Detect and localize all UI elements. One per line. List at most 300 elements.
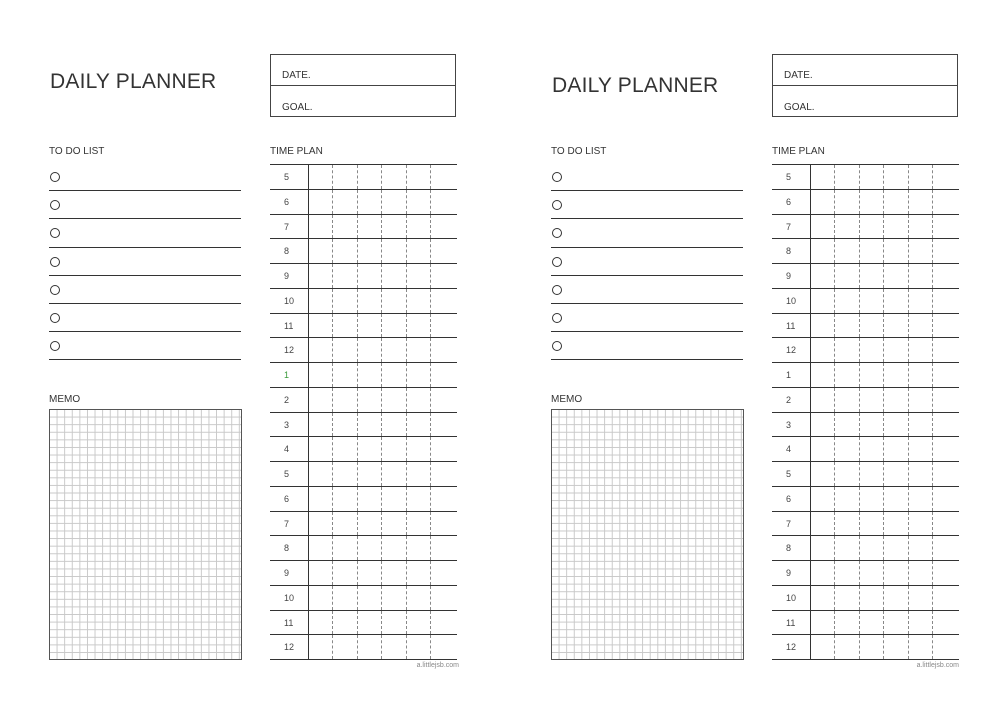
- quarter-dash-line: [381, 338, 382, 362]
- quarter-dash-line: [859, 536, 860, 560]
- goal-label: GOAL.: [784, 102, 815, 113]
- hour-label: 11: [786, 617, 796, 628]
- quarter-dash-line: [430, 611, 431, 635]
- time-row[interactable]: [270, 165, 457, 190]
- hour-divider: [308, 215, 309, 239]
- checkbox-circle-icon[interactable]: [50, 200, 60, 210]
- hour-label: 10: [284, 295, 295, 306]
- time-row[interactable]: [270, 462, 457, 487]
- quarter-dash-line: [357, 487, 358, 511]
- hour-divider: [810, 165, 811, 189]
- hour-label: 12: [284, 345, 295, 356]
- hour-divider: [308, 635, 309, 659]
- quarter-dash-line: [908, 215, 909, 239]
- hour-divider: [810, 536, 811, 560]
- memo-label: MEMO: [551, 394, 583, 405]
- time-row[interactable]: [772, 289, 959, 314]
- quarter-dash-line: [430, 512, 431, 536]
- quarter-dash-line: [357, 363, 358, 387]
- quarter-dash-line: [932, 363, 933, 387]
- quarter-dash-line: [332, 388, 333, 412]
- quarter-dash-line: [381, 363, 382, 387]
- quarter-dash-line: [406, 363, 407, 387]
- hour-divider: [308, 363, 309, 387]
- quarter-dash-line: [908, 611, 909, 635]
- quarter-dash-line: [834, 561, 835, 585]
- quarter-dash-line: [406, 165, 407, 189]
- todo-item[interactable]: [551, 304, 743, 332]
- quarter-dash-line: [908, 314, 909, 338]
- quarter-dash-line: [883, 437, 884, 461]
- date-field[interactable]: [271, 55, 455, 86]
- quarter-dash-line: [908, 264, 909, 288]
- quarter-dash-line: [859, 289, 860, 313]
- quarter-dash-line: [332, 264, 333, 288]
- quarter-dash-line: [908, 536, 909, 560]
- hour-label: 1: [284, 370, 290, 380]
- time-row[interactable]: [772, 437, 959, 462]
- hour-label: 9: [786, 271, 792, 281]
- quarter-dash-line: [932, 314, 933, 338]
- page-title: DAILY PLANNER: [50, 70, 217, 93]
- quarter-dash-line: [834, 314, 835, 338]
- hour-divider: [308, 165, 309, 189]
- time-row[interactable]: [772, 239, 959, 264]
- quarter-dash-line: [932, 239, 933, 263]
- time-row[interactable]: [270, 413, 457, 438]
- checkbox-circle-icon[interactable]: [552, 313, 562, 323]
- hour-divider: [810, 586, 811, 610]
- quarter-dash-line: [834, 437, 835, 461]
- time-row[interactable]: [270, 561, 457, 586]
- quarter-dash-line: [932, 462, 933, 486]
- hour-label: 10: [786, 295, 797, 306]
- todo-item[interactable]: [551, 248, 743, 276]
- hour-divider: [308, 536, 309, 560]
- hour-label: 6: [284, 196, 290, 207]
- quarter-dash-line: [381, 462, 382, 486]
- hour-divider: [810, 264, 811, 288]
- quarter-dash-line: [859, 165, 860, 189]
- quarter-dash-line: [908, 635, 909, 659]
- date-label: DATE.: [784, 70, 813, 81]
- todo-list: [49, 163, 241, 360]
- quarter-dash-line: [834, 586, 835, 610]
- quarter-dash-line: [357, 314, 358, 338]
- quarter-dash-line: [932, 215, 933, 239]
- quarter-dash-line: [859, 363, 860, 387]
- quarter-dash-line: [406, 437, 407, 461]
- todo-item[interactable]: [49, 219, 241, 247]
- hour-label: 9: [284, 271, 290, 281]
- memo-label: MEMO: [49, 394, 81, 405]
- quarter-dash-line: [908, 586, 909, 610]
- time-row[interactable]: [270, 635, 457, 660]
- hour-label: 8: [284, 543, 290, 554]
- hour-divider: [810, 190, 811, 214]
- hour-divider: [308, 611, 309, 635]
- quarter-dash-line: [430, 264, 431, 288]
- quarter-dash-line: [357, 536, 358, 560]
- quarter-dash-line: [859, 437, 860, 461]
- quarter-dash-line: [406, 487, 407, 511]
- quarter-dash-line: [332, 586, 333, 610]
- time-row[interactable]: [270, 190, 457, 215]
- hour-label: 11: [284, 320, 294, 331]
- quarter-dash-line: [859, 388, 860, 412]
- quarter-dash-line: [834, 363, 835, 387]
- quarter-dash-line: [834, 536, 835, 560]
- quarter-dash-line: [430, 363, 431, 387]
- quarter-dash-line: [357, 437, 358, 461]
- quarter-dash-line: [357, 512, 358, 536]
- quarter-dash-line: [381, 561, 382, 585]
- quarter-dash-line: [381, 239, 382, 263]
- todo-list-label: TO DO LIST: [551, 146, 607, 157]
- quarter-dash-line: [406, 190, 407, 214]
- todo-item[interactable]: [551, 163, 743, 191]
- quarter-dash-line: [357, 289, 358, 313]
- quarter-dash-line: [932, 487, 933, 511]
- hour-divider: [308, 462, 309, 486]
- quarter-dash-line: [932, 611, 933, 635]
- time-row[interactable]: [270, 388, 457, 413]
- credit-text: a.littlejsb.com: [916, 662, 959, 669]
- time-row[interactable]: [772, 388, 959, 413]
- goal-field[interactable]: [271, 86, 455, 117]
- quarter-dash-line: [332, 413, 333, 437]
- quarter-dash-line: [430, 388, 431, 412]
- checkbox-circle-icon[interactable]: [50, 285, 60, 295]
- quarter-dash-line: [332, 215, 333, 239]
- quarter-dash-line: [883, 165, 884, 189]
- todo-item[interactable]: [49, 304, 241, 332]
- time-row[interactable]: [772, 338, 959, 363]
- quarter-dash-line: [932, 437, 933, 461]
- hour-label: 3: [284, 419, 290, 430]
- quarter-dash-line: [908, 388, 909, 412]
- quarter-dash-line: [381, 437, 382, 461]
- hour-divider: [810, 512, 811, 536]
- time-row[interactable]: [772, 165, 959, 190]
- quarter-dash-line: [859, 215, 860, 239]
- quarter-dash-line: [332, 635, 333, 659]
- quarter-dash-line: [932, 512, 933, 536]
- quarter-dash-line: [430, 165, 431, 189]
- time-row[interactable]: [270, 338, 457, 363]
- credit-text: a.littlejsb.com: [416, 662, 459, 669]
- quarter-dash-line: [430, 413, 431, 437]
- hour-divider: [810, 561, 811, 585]
- checkbox-circle-icon[interactable]: [50, 228, 60, 238]
- quarter-dash-line: [883, 512, 884, 536]
- quarter-dash-line: [332, 239, 333, 263]
- time-row[interactable]: [772, 462, 959, 487]
- quarter-dash-line: [406, 536, 407, 560]
- page-title: DAILY PLANNER: [552, 74, 719, 97]
- hour-label: 5: [786, 469, 792, 479]
- quarter-dash-line: [332, 363, 333, 387]
- quarter-dash-line: [430, 536, 431, 560]
- goal-field[interactable]: [773, 86, 957, 117]
- date-goal-box: [772, 54, 958, 117]
- time-row[interactable]: [270, 215, 457, 240]
- quarter-dash-line: [430, 215, 431, 239]
- quarter-dash-line: [332, 611, 333, 635]
- hour-divider: [810, 363, 811, 387]
- hour-divider: [308, 512, 309, 536]
- quarter-dash-line: [332, 512, 333, 536]
- hour-label: 7: [786, 518, 792, 529]
- hour-label: 8: [786, 246, 792, 257]
- hour-divider: [308, 437, 309, 461]
- time-plan-label: TIME PLAN: [270, 146, 323, 157]
- quarter-dash-line: [932, 289, 933, 313]
- quarter-dash-line: [834, 512, 835, 536]
- hour-label: 9: [284, 568, 290, 578]
- memo-grid[interactable]: [551, 409, 744, 660]
- quarter-dash-line: [932, 561, 933, 585]
- quarter-dash-line: [908, 190, 909, 214]
- quarter-dash-line: [406, 314, 407, 338]
- quarter-dash-line: [834, 165, 835, 189]
- quarter-dash-line: [406, 215, 407, 239]
- hour-label: 10: [786, 592, 797, 603]
- quarter-dash-line: [332, 462, 333, 486]
- quarter-dash-line: [430, 462, 431, 486]
- checkbox-circle-icon[interactable]: [552, 228, 562, 238]
- quarter-dash-line: [883, 215, 884, 239]
- hour-divider: [810, 338, 811, 362]
- quarter-dash-line: [883, 314, 884, 338]
- checkbox-circle-icon[interactable]: [50, 257, 60, 267]
- quarter-dash-line: [834, 413, 835, 437]
- quarter-dash-line: [932, 264, 933, 288]
- time-plan-table: [270, 164, 457, 660]
- quarter-dash-line: [332, 487, 333, 511]
- quarter-dash-line: [883, 561, 884, 585]
- quarter-dash-line: [908, 165, 909, 189]
- quarter-dash-line: [381, 536, 382, 560]
- hour-divider: [810, 462, 811, 486]
- goal-label: GOAL.: [282, 102, 313, 113]
- quarter-dash-line: [357, 165, 358, 189]
- quarter-dash-line: [406, 586, 407, 610]
- time-row[interactable]: [772, 635, 959, 660]
- quarter-dash-line: [859, 487, 860, 511]
- quarter-dash-line: [834, 338, 835, 362]
- quarter-dash-line: [859, 635, 860, 659]
- checkbox-circle-icon[interactable]: [552, 257, 562, 267]
- quarter-dash-line: [381, 190, 382, 214]
- checkbox-circle-icon[interactable]: [50, 313, 60, 323]
- quarter-dash-line: [381, 487, 382, 511]
- quarter-dash-line: [357, 586, 358, 610]
- todo-item[interactable]: [49, 163, 241, 191]
- quarter-dash-line: [406, 611, 407, 635]
- hour-divider: [810, 314, 811, 338]
- checkbox-circle-icon[interactable]: [552, 172, 562, 182]
- quarter-dash-line: [883, 239, 884, 263]
- hour-label: 10: [284, 592, 295, 603]
- time-row[interactable]: [772, 314, 959, 339]
- todo-item[interactable]: [551, 219, 743, 247]
- hour-divider: [810, 611, 811, 635]
- quarter-dash-line: [932, 165, 933, 189]
- hour-label: 2: [284, 394, 290, 405]
- quarter-dash-line: [883, 413, 884, 437]
- quarter-dash-line: [332, 314, 333, 338]
- hour-divider: [308, 289, 309, 313]
- quarter-dash-line: [430, 338, 431, 362]
- hour-label: 7: [284, 518, 290, 529]
- time-row[interactable]: [772, 611, 959, 636]
- quarter-dash-line: [406, 264, 407, 288]
- hour-label: 8: [284, 246, 290, 257]
- quarter-dash-line: [406, 289, 407, 313]
- hour-label: 11: [786, 320, 796, 331]
- hour-label: 5: [786, 172, 792, 182]
- memo-grid[interactable]: [49, 409, 242, 660]
- quarter-dash-line: [381, 388, 382, 412]
- time-row[interactable]: [270, 536, 457, 561]
- quarter-dash-line: [430, 487, 431, 511]
- quarter-dash-line: [859, 413, 860, 437]
- hour-divider: [308, 561, 309, 585]
- quarter-dash-line: [883, 363, 884, 387]
- hour-divider: [308, 413, 309, 437]
- quarter-dash-line: [834, 611, 835, 635]
- todo-item[interactable]: [49, 332, 241, 360]
- checkbox-circle-icon[interactable]: [50, 172, 60, 182]
- time-row[interactable]: [772, 561, 959, 586]
- hour-divider: [810, 487, 811, 511]
- quarter-dash-line: [430, 239, 431, 263]
- time-row[interactable]: [772, 190, 959, 215]
- quarter-dash-line: [908, 487, 909, 511]
- checkbox-circle-icon[interactable]: [552, 341, 562, 351]
- time-row[interactable]: [270, 611, 457, 636]
- hour-divider: [810, 388, 811, 412]
- quarter-dash-line: [932, 338, 933, 362]
- quarter-dash-line: [332, 190, 333, 214]
- quarter-dash-line: [883, 338, 884, 362]
- time-row[interactable]: [772, 264, 959, 289]
- quarter-dash-line: [883, 487, 884, 511]
- quarter-dash-line: [430, 437, 431, 461]
- quarter-dash-line: [357, 264, 358, 288]
- hour-label: 6: [284, 493, 290, 504]
- time-row[interactable]: [772, 413, 959, 438]
- todo-item[interactable]: [551, 332, 743, 360]
- quarter-dash-line: [883, 586, 884, 610]
- hour-label: 6: [786, 196, 792, 207]
- date-field[interactable]: [773, 55, 957, 86]
- time-row[interactable]: [772, 536, 959, 561]
- hour-divider: [810, 413, 811, 437]
- hour-divider: [810, 635, 811, 659]
- quarter-dash-line: [406, 561, 407, 585]
- quarter-dash-line: [357, 338, 358, 362]
- quarter-dash-line: [381, 165, 382, 189]
- quarter-dash-line: [406, 635, 407, 659]
- quarter-dash-line: [332, 338, 333, 362]
- hour-divider: [810, 437, 811, 461]
- time-row[interactable]: [270, 586, 457, 611]
- checkbox-circle-icon[interactable]: [552, 200, 562, 210]
- quarter-dash-line: [883, 611, 884, 635]
- quarter-dash-line: [859, 190, 860, 214]
- quarter-dash-line: [883, 462, 884, 486]
- quarter-dash-line: [381, 215, 382, 239]
- quarter-dash-line: [834, 487, 835, 511]
- time-row[interactable]: [270, 289, 457, 314]
- time-row[interactable]: [772, 586, 959, 611]
- quarter-dash-line: [859, 462, 860, 486]
- quarter-dash-line: [883, 190, 884, 214]
- time-row[interactable]: [270, 264, 457, 289]
- time-row[interactable]: [270, 363, 457, 388]
- todo-item[interactable]: [551, 276, 743, 304]
- todo-item[interactable]: [551, 191, 743, 219]
- quarter-dash-line: [332, 437, 333, 461]
- time-row[interactable]: [772, 487, 959, 512]
- quarter-dash-line: [406, 239, 407, 263]
- quarter-dash-line: [932, 190, 933, 214]
- hour-label: 6: [786, 493, 792, 504]
- quarter-dash-line: [932, 536, 933, 560]
- quarter-dash-line: [430, 561, 431, 585]
- hour-divider: [308, 338, 309, 362]
- time-row[interactable]: [772, 215, 959, 240]
- time-row[interactable]: [270, 239, 457, 264]
- time-row[interactable]: [772, 363, 959, 388]
- quarter-dash-line: [430, 635, 431, 659]
- quarter-dash-line: [908, 239, 909, 263]
- hour-label: 5: [284, 469, 290, 479]
- time-row[interactable]: [270, 487, 457, 512]
- date-goal-box: [270, 54, 456, 117]
- todo-item[interactable]: [49, 248, 241, 276]
- date-label: DATE.: [282, 70, 311, 81]
- time-row[interactable]: [270, 512, 457, 537]
- todo-list: [551, 163, 743, 360]
- quarter-dash-line: [883, 289, 884, 313]
- time-row[interactable]: [772, 512, 959, 537]
- quarter-dash-line: [430, 289, 431, 313]
- quarter-dash-line: [932, 388, 933, 412]
- quarter-dash-line: [859, 512, 860, 536]
- quarter-dash-line: [908, 437, 909, 461]
- todo-item[interactable]: [49, 191, 241, 219]
- todo-item[interactable]: [49, 276, 241, 304]
- quarter-dash-line: [883, 536, 884, 560]
- time-row[interactable]: [270, 437, 457, 462]
- time-row[interactable]: [270, 314, 457, 339]
- hour-label: 8: [786, 543, 792, 554]
- quarter-dash-line: [834, 289, 835, 313]
- quarter-dash-line: [859, 314, 860, 338]
- quarter-dash-line: [908, 338, 909, 362]
- hour-divider: [308, 190, 309, 214]
- checkbox-circle-icon[interactable]: [552, 285, 562, 295]
- checkbox-circle-icon[interactable]: [50, 341, 60, 351]
- quarter-dash-line: [430, 190, 431, 214]
- hour-divider: [308, 314, 309, 338]
- quarter-dash-line: [908, 413, 909, 437]
- quarter-dash-line: [357, 413, 358, 437]
- quarter-dash-line: [908, 363, 909, 387]
